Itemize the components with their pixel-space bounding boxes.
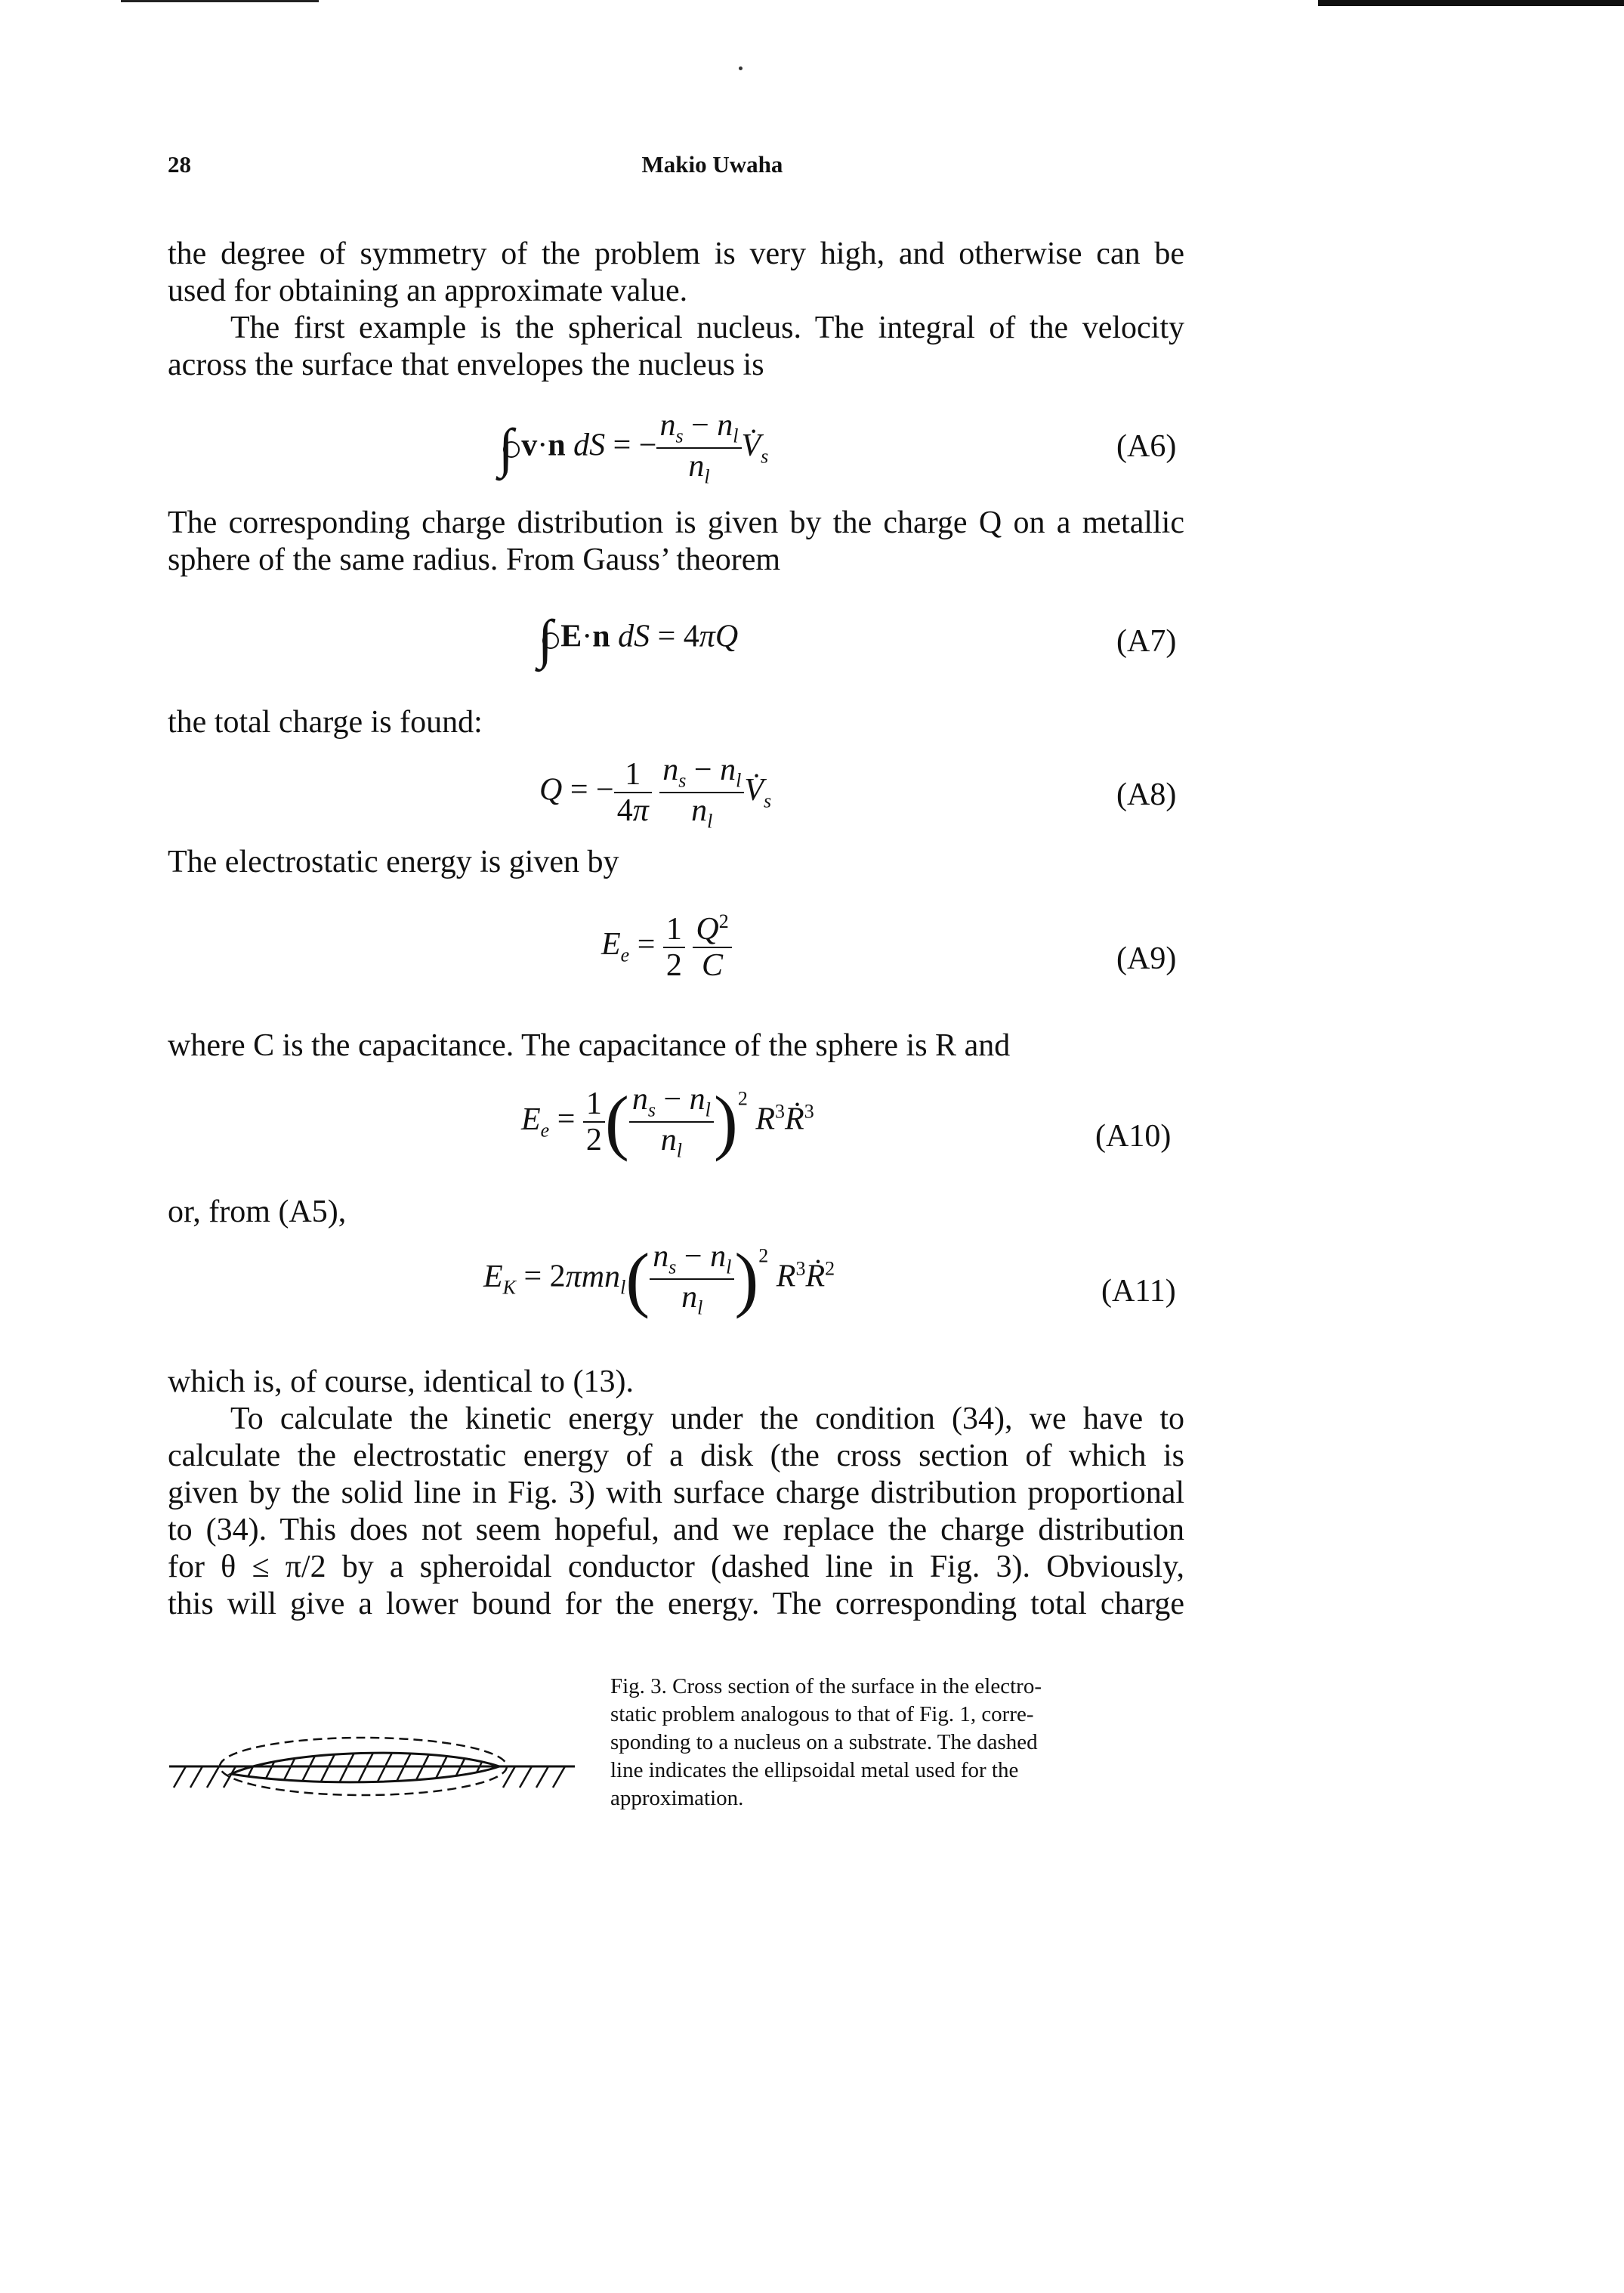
paragraph-5: The electrostatic energy is given by	[168, 845, 619, 879]
scan-edge-bar	[1318, 0, 1624, 6]
paragraph-7: or, from (A5),	[168, 1194, 347, 1229]
text-line: this will give a lower bound for the energy. The corresponding total charge	[168, 1587, 1184, 1621]
paragraph-1	[168, 236, 1184, 310]
text-line: The first example is the spherical nucleus. The integral of the velocity	[230, 311, 1184, 345]
text-line: for θ ≤ π/2 by a spheroidal conductor (dashed line in Fig. 3). Obviously,	[168, 1550, 1184, 1584]
text-line: calculate the electrostatic energy of a disk (the cross section of which is	[168, 1439, 1184, 1473]
paragraph-9	[168, 1401, 1184, 1623]
text-line: given by the solid line in Fig. 3) with surface charge distribution proportional	[168, 1476, 1184, 1510]
caption-line: static problem analogous to that of Fig. 1, corre-	[610, 1702, 1034, 1726]
equation-label-a7: (A7)	[1116, 624, 1177, 659]
caption-line: line indicates the ellipsoidal metal used for the	[610, 1758, 1019, 1782]
equation-label-a8: (A8)	[1116, 777, 1177, 812]
figure-3-diagram	[163, 1720, 586, 1825]
equation-label-a6: (A6)	[1116, 429, 1177, 464]
text-line: used for obtaining an approximate value.	[168, 273, 688, 308]
scan-edge-line	[121, 0, 319, 2]
caption-line: Fig. 3. Cross section of the surface in the electro-	[610, 1674, 1042, 1698]
equation-label-a11: (A11)	[1101, 1274, 1176, 1309]
contour-integral-symbol: ∫	[499, 421, 514, 475]
scan-speck	[739, 66, 743, 70]
text-line: the degree of symmetry of the problem is very high, and otherwise can be	[168, 236, 1184, 271]
equation-a11: $E_K = 2\pi mn_l$( $\frac{n_s - n_l}{n_l}$ )$^2$ $R^3Ṙ^2$	[483, 1238, 835, 1319]
equation-a7: ∫ E·n dS = 4πQ	[538, 609, 739, 669]
paragraph-8: which is, of course, identical to (13).	[168, 1364, 634, 1399]
contour-integral-symbol: ∫	[538, 612, 553, 666]
text-line: across the surface that envelopes the nucleus is	[168, 348, 764, 382]
text-line: to (34). This does not seem hopeful, and we replace the charge distribution	[168, 1513, 1184, 1547]
paragraph-3	[168, 505, 1184, 579]
page-number: 28	[168, 151, 191, 178]
text-line: sphere of the same radius. From Gauss’ theorem	[168, 542, 781, 577]
equation-a6: ∫ v·n dS = − $\frac{n_s - n_l}{n_l}$ $V̇_s$	[499, 408, 769, 488]
equation-label-a9: (A9)	[1116, 941, 1177, 976]
caption-line: approximation.	[610, 1786, 744, 1810]
equation-label-a10: (A10)	[1095, 1119, 1172, 1154]
paragraph-4: the total charge is found:	[168, 705, 483, 740]
running-head-author: Makio Uwaha	[641, 151, 783, 178]
paragraph-6: where C is the capacitance. The capacitance of the sphere is R and	[168, 1028, 1011, 1063]
equation-a10: $E_e$ = $\frac{1}{2}$ ( $\frac{n_s - n_l}{n_l}$ )$^2$ $R^3Ṙ^3$	[521, 1080, 814, 1162]
equation-a9: $E_e$ = $\frac{1}{2}$ $\frac{Q^2}{C}$	[601, 911, 732, 983]
figure-3-caption	[610, 1673, 1181, 1812]
paragraph-2	[168, 310, 1184, 384]
text-line: The corresponding charge distribution is given by the charge Q on a metallic	[168, 505, 1184, 540]
caption-line: sponding to a nucleus on a substrate. The dashed	[610, 1730, 1038, 1754]
text-line: To calculate the kinetic energy under the condition (34), we have to	[230, 1401, 1184, 1436]
equation-a8: Q = − $\frac{1}{4\pi}$ $\frac{n_s - n_l}{n_l}$ $V̇_s$	[539, 752, 772, 833]
